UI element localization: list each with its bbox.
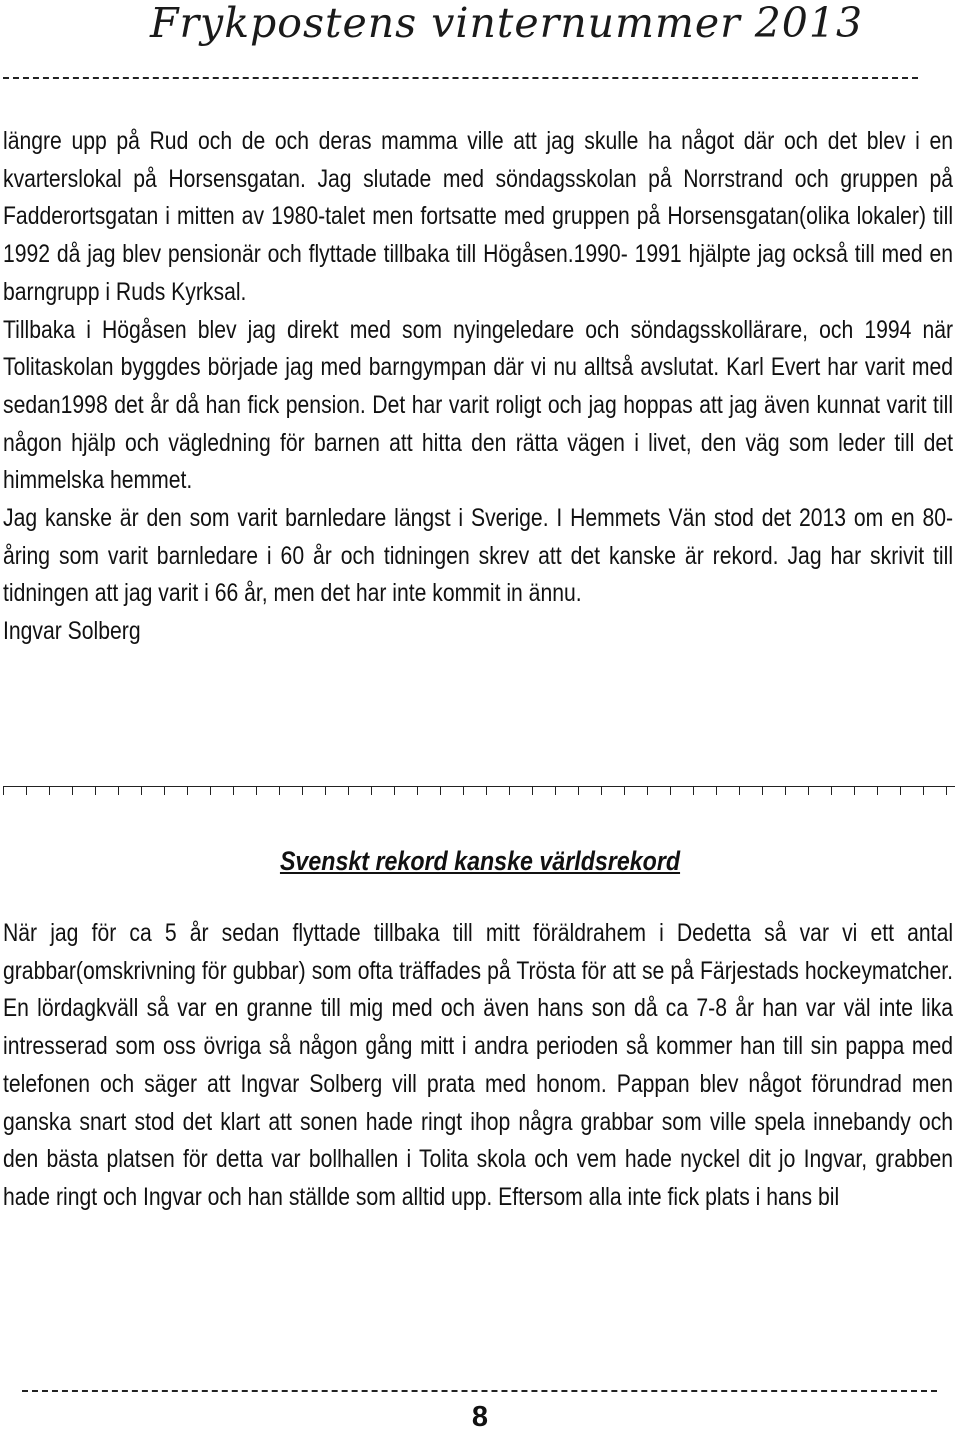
footer-divider (22, 1390, 937, 1392)
record-article (3, 915, 953, 1217)
article-paragraph: Tillbaka i Högåsen blev jag direkt med som nyingeledare och söndagsskollärare, och 1994 när Tolitaskolan byggdes började jag med barngympan där vi nu alltså avslutat. Karl Evert har varit med sedan1998 det år då han fick pension. Det har varit roligt och jag hoppas att jag även kunnat varit till någon hjälp och vägledning för barnen att hitta den rätta vägen i livet, den väg som leder till det himmelska hemmet. (3, 315, 954, 495)
article-heading: Svenskt rekord kanske världsrekord (279, 846, 681, 876)
header-divider (3, 77, 918, 79)
page-number: 8 (471, 1401, 489, 1433)
author-signature: Ingvar Solberg (3, 617, 141, 646)
article-paragraph: När jag för ca 5 år sedan flyttade tillbaka till mitt föräldrahem i Dedetta så var vi ett antal grabbar(omskrivning för gubbar) som ofta träffades på Trösta för att se på Färjestads hockeymatcher. En lördagkväll så var en granne till mig med och även hans son då ca 7-8 år han var väl inte lika intresserad som oss övriga så någon gång mitt i andra perioden så kommer han till sin pappa med telefonen och säger att Ingvar Solberg vill prata med honom. Pappan blev något förundrad men ganska snart stod det klart att sonen hade ringt ihop några grabbar som ville spela innebandy och den bästa platsen för detta var bollhallen i Tolita skola och vem hade nyckel dit jo Ingvar, grabben hade ringt och Ingvar och han ställde som alltid upp. Eftersom alla inte fick plats i hans bil (3, 919, 954, 1211)
continued-article (3, 123, 953, 651)
article-paragraph: längre upp på Rud och de och deras mamma ville att jag skulle ha något där och det blev i en kvarterslokal på Horsensgatan. Jag slutade med söndagsskolan på Norrstrand och gruppen på Fadderortsgatan i mitten av 1980-talet men fortsatte med gruppen på Horsensgatan(olika lokaler) till 1992 då jag blev pensionär och flyttade tillbaka till Högåsen.1990- 1991 hjälpte jag också till med en barngrupp i Ruds Kyrksal. (3, 127, 954, 306)
section-divider (3, 786, 955, 795)
newsletter-title: Frykpostens vinternummer 2013 (150, 0, 864, 47)
article-paragraph: Jag kanske är den som varit barnledare längst i Sverige. I Hemmets Vän stod det 2013 om en 80-åring som varit barnledare i 60 år och tidningen skrev att det kanske är rekord. Jag har skrivit till tidningen att jag varit i 66 år, men det har inte kommit in ännu. (3, 504, 954, 608)
